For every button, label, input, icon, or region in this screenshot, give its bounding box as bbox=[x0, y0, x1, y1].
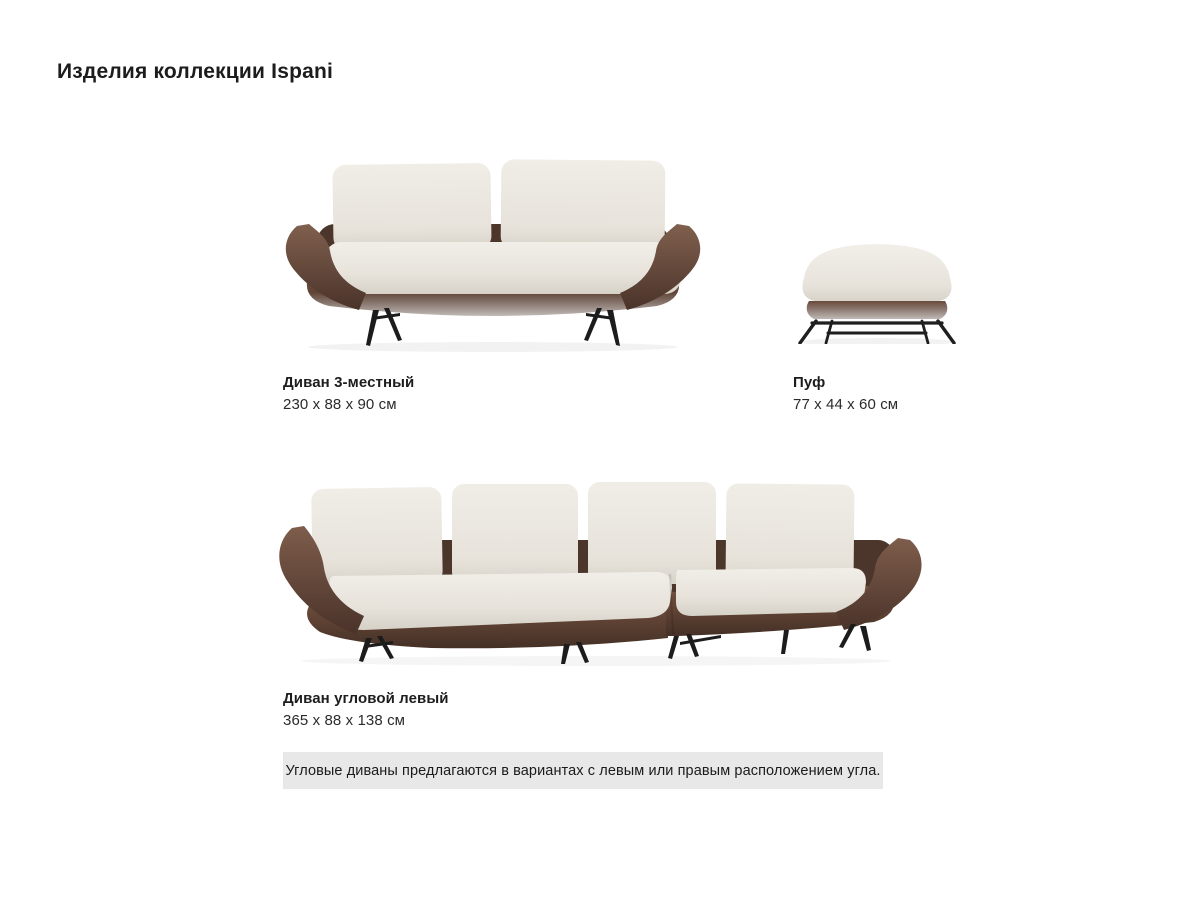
product-name: Диван угловой левый bbox=[283, 690, 449, 707]
pouf-caption bbox=[793, 372, 898, 416]
corner-sofa-image bbox=[266, 466, 930, 666]
note-text: Угловые диваны предлагаются в вариантах с левым или правым расположением угла. bbox=[285, 762, 881, 779]
sofa-3-seat-figure bbox=[273, 142, 713, 352]
sofa-3-seat-image bbox=[273, 142, 713, 352]
sofa-3-seat-caption bbox=[283, 372, 414, 416]
product-dimensions: 365 x 88 x 138 см bbox=[283, 712, 406, 729]
sofa-seat-cushion bbox=[325, 242, 681, 294]
corner-seat-right bbox=[676, 568, 866, 616]
pouf-shadow bbox=[799, 338, 955, 344]
product-dimensions: 77 x 44 x 60 см bbox=[793, 396, 899, 413]
corner-sofa-caption bbox=[283, 688, 449, 732]
corner-sofa-note bbox=[283, 752, 883, 789]
product-dimensions: 230 x 88 x 90 см bbox=[283, 396, 397, 413]
pouf-base-band bbox=[807, 301, 948, 319]
product-name: Диван 3-местный bbox=[283, 374, 415, 391]
pouf-figure bbox=[782, 232, 972, 344]
product-name: Пуф bbox=[793, 374, 826, 391]
page-title: Изделия коллекции Ispani bbox=[57, 60, 334, 84]
corner-sofa-figure bbox=[266, 466, 930, 666]
pouf-image bbox=[782, 232, 972, 344]
pouf-cushion bbox=[802, 244, 951, 301]
sofa-shadow bbox=[308, 342, 678, 352]
